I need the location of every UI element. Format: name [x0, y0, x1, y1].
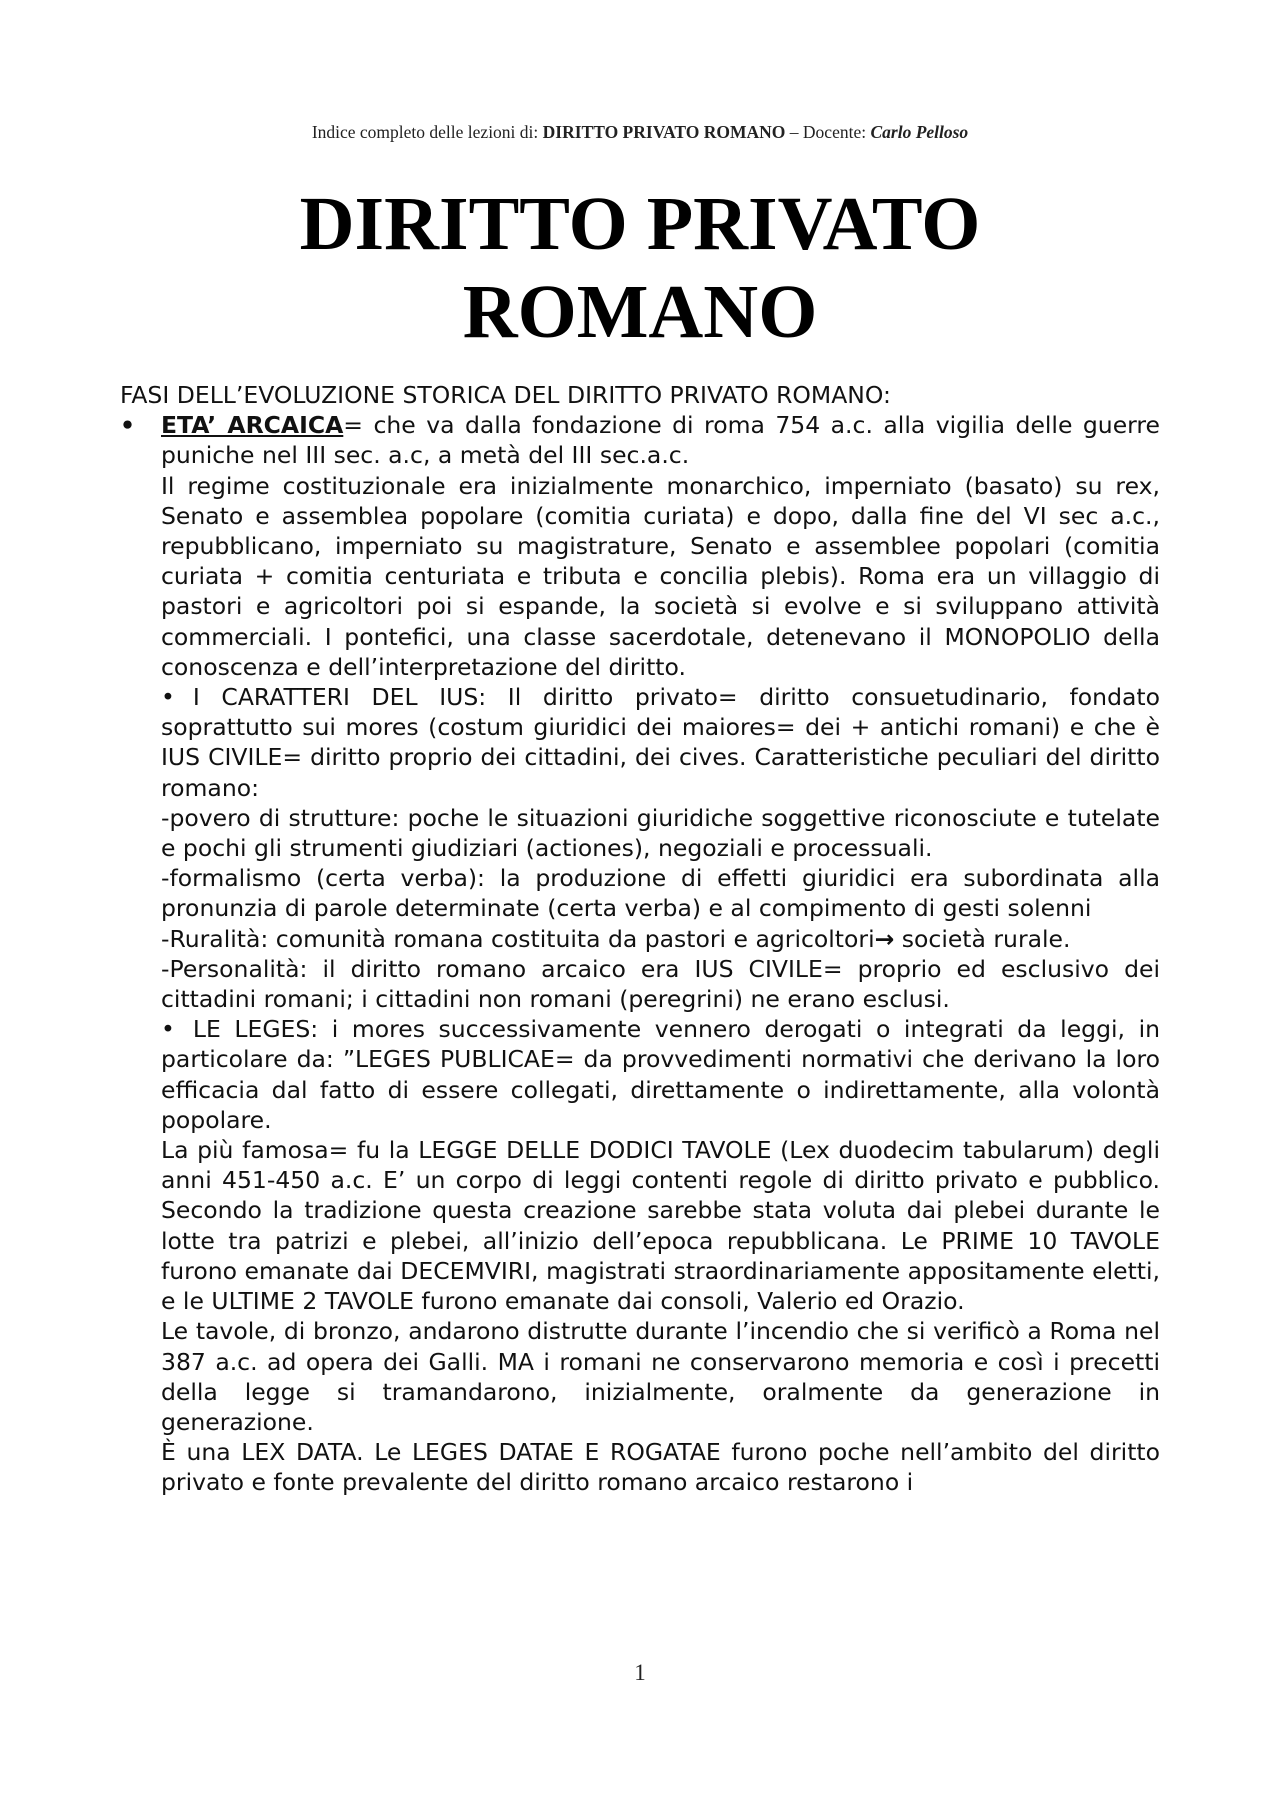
paragraph-caratteri: [161, 682, 1160, 803]
page-number: 1: [634, 1660, 646, 1685]
ruralita-text: -Ruralità: comunità romana costituita da pastori e agricoltori: [161, 924, 875, 953]
document-body: [120, 380, 1160, 1498]
running-header: [0, 122, 1280, 143]
eta-arcaica-lead: [161, 410, 1160, 470]
title-line-1: DIRITTO PRIVATO: [299, 182, 981, 266]
list-item-eta-arcaica: [120, 410, 1160, 1497]
paragraph-dodici-tavole: La più famosa= fu la LEGGE DELLE DODICI TAVOLE (Lex duodecim tabularum) degli anni 451-450 a.c. E’ un corpo di leggi contenti regole di diritto privato e pubblico. Secondo la tradizione questa creazione sarebbe stata voluta dai plebei durante le lotte tra patrizi e plebei, all’inizio dell’epoca repubblicana. Le PRIME 10 TAVOLE furono emanate dai DECEMVIRI, magistrati straordinariamente appositamente eletti, e le ULTIME 2 TAVOLE furono emanate dai consoli, Valerio ed Orazio.: [161, 1136, 1160, 1316]
header-prefix: Indice completo delle lezioni di:: [311, 122, 543, 142]
header-separator: – Docente:: [785, 122, 871, 142]
bullet-icon: •: [120, 411, 136, 440]
paragraph-bronzo: Le tavole, di bronzo, andarono distrutte durante l’incendio che si verificò a Roma nel 387 a.c. ad opera dei Galli. MA i romani ne conservarono memoria e così i precetti della legge si tramandarono, inizialmente, oralmente da generazione in generazione.: [161, 1317, 1160, 1436]
sub-bullet-icon: •: [161, 683, 175, 712]
paragraph-ruralita: [161, 924, 1160, 954]
paragraph-leges: [161, 1014, 1160, 1135]
header-course: DIRITTO PRIVATO ROMANO: [542, 122, 786, 142]
paragraph-povero: -povero di strutture: poche le situazioni giuridiche soggettive riconosciute e tutelate e pochi gli strumenti giudiziari (actiones), negoziali e processuali.: [161, 803, 1160, 863]
sub-bullet-icon: •: [161, 1015, 175, 1044]
paragraph-formalismo: -formalismo (certa verba): la produzione di effetti giuridici era subordinata alla pronunzia di parole determinate (certa verba) e al compimento di gesti solenni: [161, 864, 1160, 923]
eta-arcaica-label: ETA’ ARCAICA: [161, 411, 344, 440]
paragraph-lex-data: È una LEX DATA. Le LEGES DATAE E ROGATAE furono poche nell’ambito del diritto privato e fonte prevalente del diritto romano arcaico restarono i: [161, 1438, 1160, 1497]
arrow-right-icon: →: [874, 924, 895, 953]
paragraph-personalita: -Personalità: il diritto romano arcaico era IUS CIVILE= proprio ed esclusivo dei cittadini romani; i cittadini non romani (peregrini) ne erano esclusi.: [161, 954, 1160, 1014]
eta-arcaica-lead-text: = che va dalla fondazione di roma 754 a.c. alla vigilia delle guerre puniche nel III sec. a.c, a metà del III sec.a.c.: [161, 411, 1161, 470]
page-title: [160, 180, 1120, 356]
caratteri-text: I CARATTERI DEL IUS: Il diritto privato= diritto consuetudinario, fondato soprattutto sui mores (costum giuridici dei maiores= dei + antichi romani) e che è IUS CIVILE= diritto proprio dei cittadini, dei cives. Caratteristiche peculiari del diritto romano:: [161, 683, 1160, 802]
ruralita-text-end: società rurale.: [894, 924, 1071, 953]
header-teacher: Carlo Pelloso: [870, 122, 969, 142]
leges-text: LE LEGES: i mores successivamente vennero derogati o integrati da leggi, in particolare da: ”LEGES PUBLICAE= da provvedimenti normativi che derivano la loro efficacia dal fatto di essere collegati, direttamente o indirettamente, alla volontà popolare.: [161, 1015, 1160, 1134]
paragraph-regime: Il regime costituzionale era inizialmente monarchico, imperniato (basato) su rex, Senato e assemblea popolare (comitia curiata) e dopo, dalla fine del VI sec a.c., repubblicano, imperniato su magistrature, Senato e assemblee popolari (comitia curiata + comitia centuriata e tributa e concilia plebis). Roma era un villaggio di pastori e agricoltori poi si espande, la società si evolve e si sviluppano attività commerciali. I pontefici, una classe sacerdotale, detenevano il MONOPOLIO della conoscenza e dell’interpretazione del diritto.: [161, 471, 1160, 681]
title-line-2: ROMANO: [462, 270, 818, 354]
intro-heading: FASI DELL’EVOLUZIONE STORICA DEL DIRITTO PRIVATO ROMANO:: [120, 381, 891, 409]
